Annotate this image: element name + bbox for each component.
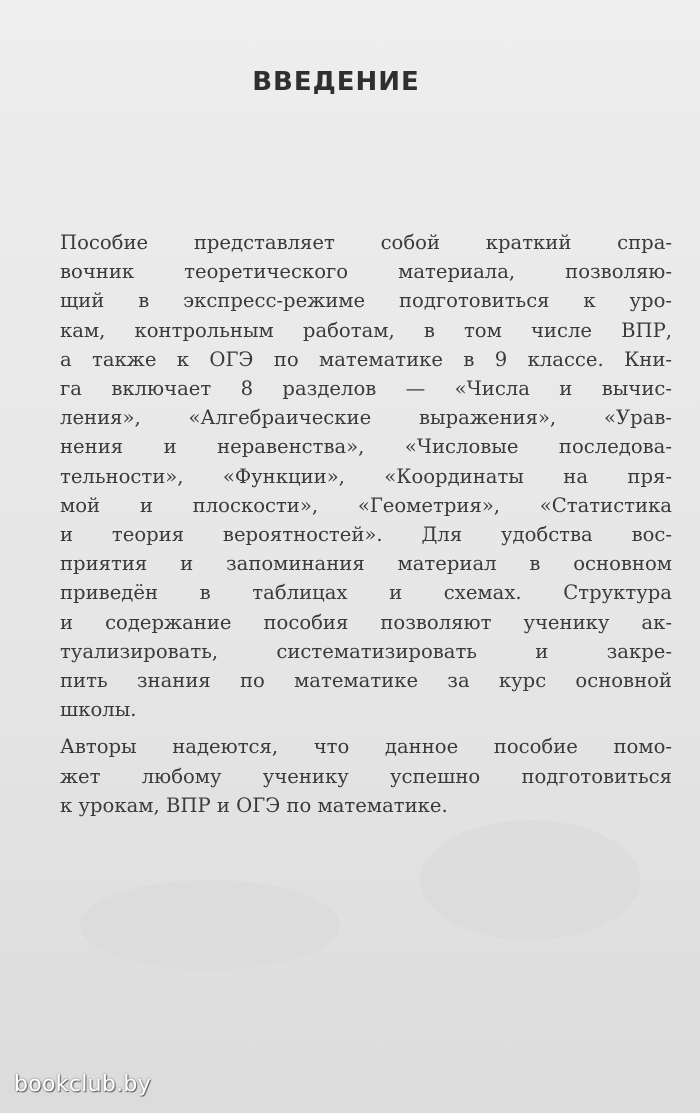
text-line: Пособие представляет собой краткий спра- [60,231,672,254]
text-line: приятия и запоминания материал в основном [60,552,672,576]
text-line: жет любому ученику успешно подготовиться [60,764,672,788]
text-line: нения и неравенства», «Числовые последова- [60,435,672,459]
text-line: вочник теоретического материала, позволяю- [60,260,672,284]
paragraph-closing [60,732,672,820]
text-line: Авторы надеются, что данное пособие помо- [60,735,672,759]
text-line: и теория вероятностей». Для удобства вос- [60,523,672,547]
text-line: тельности», «Функции», «Координаты на пря- [60,464,672,488]
text-line: а также к ОГЭ по математике в 9 классе. Кни- [60,347,672,371]
text-line: кам, контрольным работам, в том числе ВПР, [60,318,672,342]
text-line: га включает 8 разделов — «Числа и вычис- [60,377,672,401]
text-line: и содержание пособия позволяют ученику ак- [60,610,672,634]
text-line: ления», «Алгебраические выражения», «Урав- [60,406,672,430]
text-line: щий в экспресс-режиме подготовиться к уро- [60,289,672,313]
body-text [60,228,672,828]
page-title: ВВЕДЕНИЕ [252,67,420,98]
show-through-blotch [80,880,340,970]
text-line: школы. [60,698,137,722]
paragraph-intro [60,228,672,724]
text-line: к урокам, ВПР и ОГЭ по математике. [60,793,448,817]
site-watermark: bookclub.by [14,1072,152,1097]
text-line: пить знания по математике за курс основной [60,669,672,693]
show-through-blotch [420,820,640,940]
text-line: приведён в таблицах и схемах. Структура [60,581,672,605]
text-line: туализировать, систематизировать и закре- [60,639,672,663]
text-line: мой и плоскости», «Геометрия», «Статистика [60,493,672,517]
